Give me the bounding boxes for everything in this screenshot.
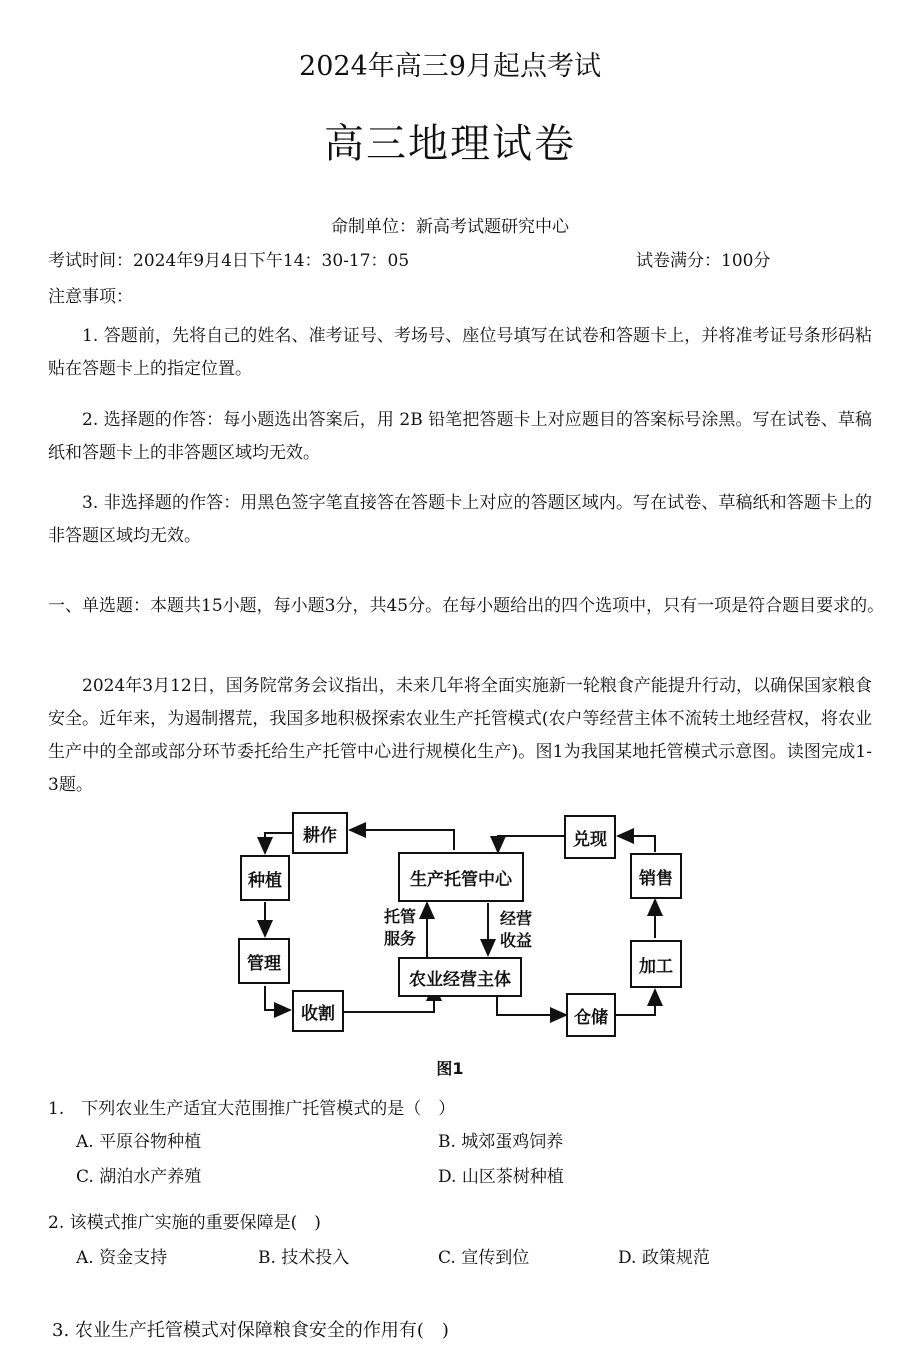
section-heading: 一、单选题：本题共15小题，每小题3分，共45分。在每小题给出的四个选项中，只有一项是符合题目要求的。 [48,596,885,616]
notice-heading: 注意事项： [48,287,133,307]
notice-item: 3. 非选择题的作答：用黑色签字笔直接答在答题卡上对应的答题区域内。写在试卷、草稿纸和答题卡上的非答题区域均无效。 [48,493,872,546]
question-option: C. 宣传到位 [438,1248,530,1268]
node-xiaoshou: 销售 [630,853,682,899]
node-subject: 农业经营主体 [398,957,522,997]
node-center: 生产托管中心 [398,852,524,902]
node-duixian: 兑现 [564,815,616,859]
material-paragraph: 2024年3月12日，国务院常务会议指出，未来几年将全面实施新一轮粮食产能提升行动，以确保国家粮食安全。近年来，为遏制撂荒，我国多地积极探索农业生产托管模式(农户等经营主体不流转土地经营权，将农业生产中的全部或部分环节委托给生产托管中心进行规模化生产)。图1为我国某地托管模式示意图。读图完成1-3题。 [48,676,872,795]
question-option: C. 湖泊水产养殖 [76,1167,202,1187]
label-income-line2: 收益 [499,931,532,950]
question-stem: 2. 该模式推广实施的重要保障是( ) [48,1213,321,1233]
label-service-line2: 服务 [383,929,416,948]
exam-time: 考试时间：2024年9月4日下午14：30-17：05 [48,251,410,271]
label-service-line1: 托管 [383,907,416,926]
question-stem: 3. 农业生产托管模式对保障粮食安全的作用有( ) [52,1320,449,1341]
node-guanli: 管理 [238,938,290,984]
label-income-line1: 经营 [499,909,532,928]
node-jiagong: 加工 [630,940,682,988]
question-option: B. 技术投入 [258,1248,350,1268]
question-option: D. 政策规范 [618,1248,710,1268]
node-shouge: 收割 [292,990,344,1032]
paper-title: 高三地理试卷 [324,121,576,167]
question-option: B. 城郊蛋鸡饲养 [438,1132,564,1152]
node-gengzuo: 耕作 [292,812,348,854]
notice-item: 2. 选择题的作答：每小题选出答案后，用 2B 铅笔把答题卡上对应题目的答案标号涂黑。写在试卷、草稿纸和答题卡上的非答题区域均无效。 [48,410,872,463]
figure-caption: 图1 [436,1059,464,1078]
node-zhongzhi: 种植 [240,855,290,901]
node-cangchu: 仓储 [566,993,616,1037]
full-score: 试卷满分：100分 [636,251,771,271]
question-option: A. 资金支持 [76,1248,168,1268]
label-service [380,906,420,950]
question-stem: 1. 下列农业生产适宜大范围推广托管模式的是（ ） [48,1099,456,1119]
question-option: A. 平原谷物种植 [76,1132,202,1152]
author-unit: 命制单位：新高考试题研究中心 [331,217,569,237]
label-income [496,908,536,952]
notice-item: 1. 答题前，先将自己的姓名、准考证号、考场号、座位号填写在试卷和答题卡上，并将准考证号条形码粘贴在答题卡上的指定位置。 [48,326,872,379]
question-option: D. 山区茶树种植 [438,1167,564,1187]
exam-title: 2024年高三9月起点考试 [299,51,601,82]
